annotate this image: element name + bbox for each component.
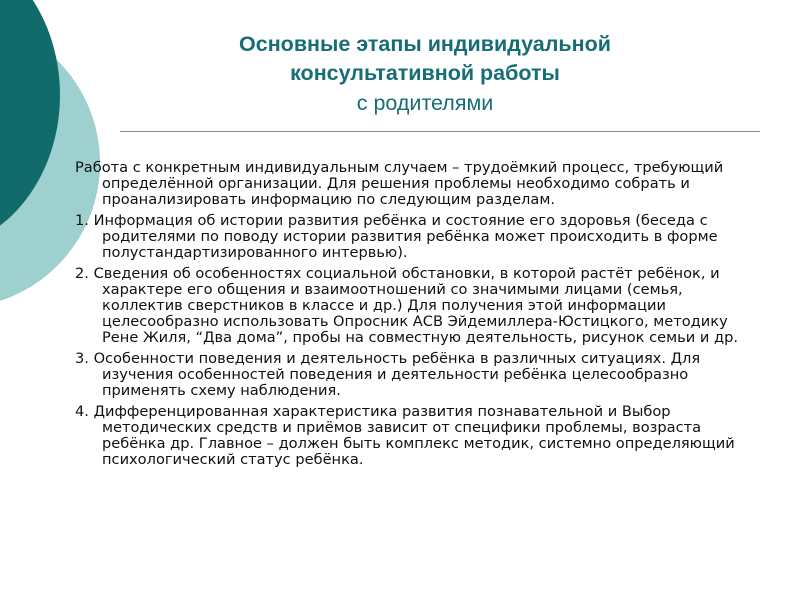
title-line-2: консультативной работы [290, 61, 560, 85]
title-line-3: с родителями [356, 91, 494, 115]
slide-title [160, 30, 690, 118]
title-line-1: Основные этапы индивидуальной [239, 32, 611, 56]
item-1-paragraph: 1. Информация об истории развития ребёнка и состояние его здоровья (беседа с родителями по поводу истории развития ребёнка может происходить в форме полустандартизированного интервью). [75, 212, 718, 261]
item-3-paragraph: 3. Особенности поведения и деятельность ребёнка в различных ситуациях. Для изучения особенностей поведения и деятельности ребёнка целесообразно применять схему наблюдения. [75, 350, 701, 399]
intro-paragraph: Работа с конкретным индивидуальным случаем – трудоёмкий процесс, требующий определённой организации. Для решения проблемы необходимо собрать и проанализировать информацию по следующим разделам. [75, 159, 724, 208]
item-2-paragraph: 2. Сведения об особенностях социальной обстановки, в которой растёт ребёнок, и характере его общения и взаимоотношений со значимыми лицами (семья, коллектив сверстников в классе и др.) Для получения этой информации целесообразно использовать Опросник АСВ Эйдемиллера-Юстицкого, методику Рене Жиля, “Два дома”, пробы на совместную деятельность, рисунок семьи и др. [75, 265, 738, 346]
title-divider [120, 131, 760, 132]
slide-body [75, 160, 755, 473]
item-4-paragraph: 4. Дифференцированная характеристика развития познавательной и Выбор методических средств и приёмов зависит от специфики проблемы, возраста ребёнка др. Главное – должен быть комплекс методик, системно определяющий психологический статус ребёнка. [75, 403, 735, 468]
